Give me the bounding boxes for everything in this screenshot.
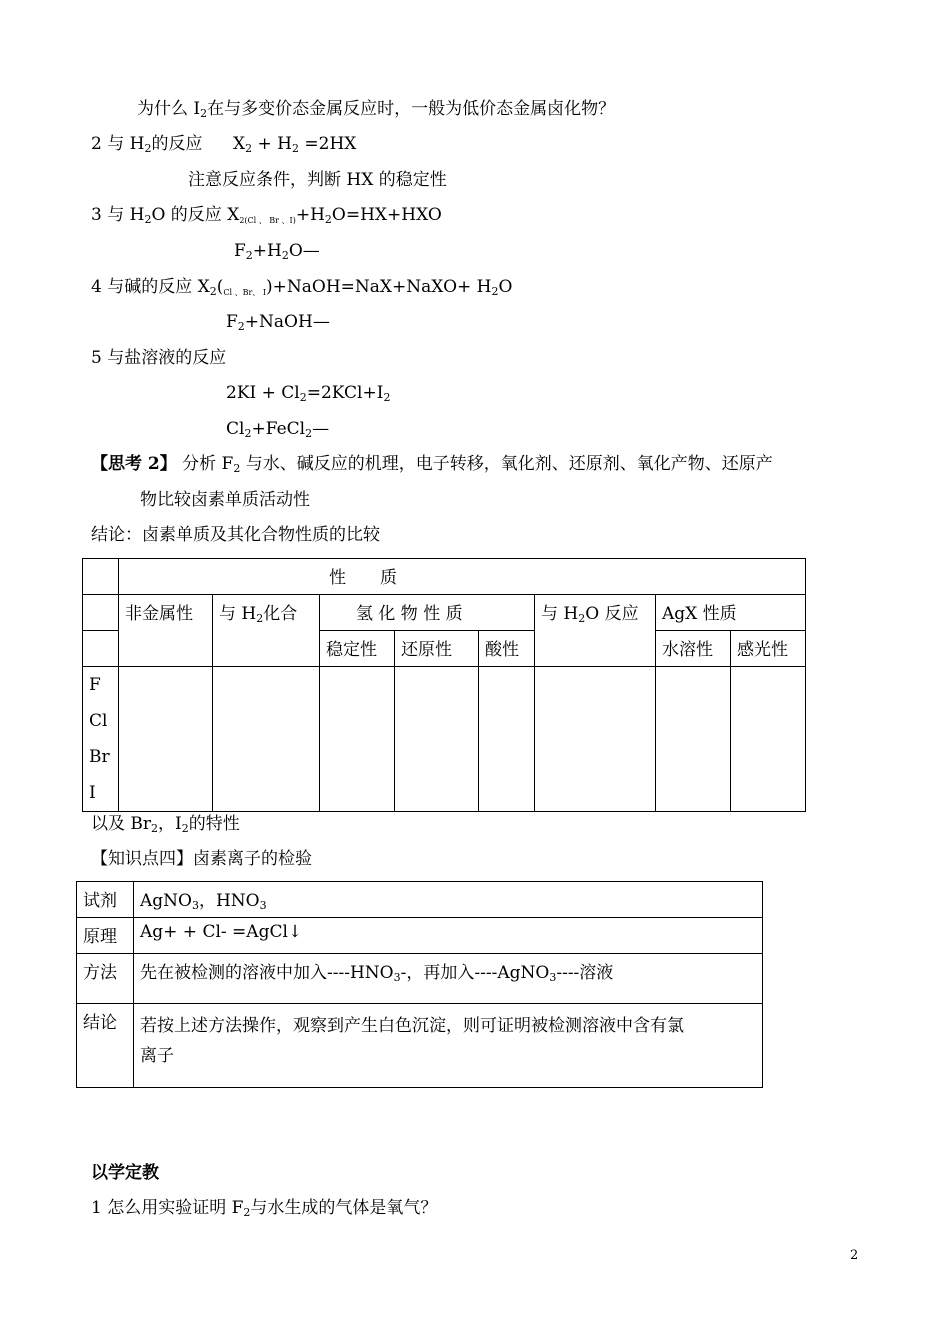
header-property: 性 质 [119, 559, 806, 595]
header-h2-combine: 与 $H_2$化合 [213, 595, 320, 667]
reaction-h2o: 3 与 $H_2O$ 的反应 $X_{2(Cl 、 Br 、I)}+H_2O=HX+HXO$ [91, 205, 442, 226]
header-nonmetal: 非金属性 [119, 595, 213, 667]
row-content-conclusion [134, 1004, 763, 1088]
halogen-properties-table [82, 558, 806, 812]
row-label-method: 方法 [77, 954, 134, 1004]
header-reducing: 还原性 [395, 631, 479, 667]
think-2-cont: 物比较卤素单质活动性 [140, 490, 310, 510]
row-content-reagent: AgNO$_3$，$HNO_3$ [134, 882, 763, 918]
element-list [83, 667, 119, 812]
reaction-f2-naoh: $F_2+NaOH—$ [226, 312, 330, 333]
br-i-characteristics: 以及 $Br_2$，$I_2$的特性 [91, 814, 240, 835]
corner-cell-3 [83, 631, 119, 667]
cell-blank [213, 667, 320, 812]
header-acidity: 酸性 [479, 631, 535, 667]
question-i2: 为什么 $I_2$在与多变价态金属反应时，一般为低价态金属卤化物？ [137, 99, 616, 120]
page-number: 2 [850, 1248, 859, 1263]
reaction-h2: 2 与 $H_2$的反应 [91, 134, 203, 155]
cell-blank [656, 667, 731, 812]
corner-cell-2 [83, 595, 119, 631]
element-cl: Cl [89, 711, 108, 731]
conclusion-heading: 结论：卤素单质及其化合物性质的比较 [91, 525, 380, 545]
header-solubility: 水溶性 [656, 631, 731, 667]
element-f: F [89, 675, 101, 695]
cell-blank [535, 667, 656, 812]
think-2: 【思考 2】 分析 $F_2$ 与水、碱反应的机理，电子转移，氧化剂、还原剂、氧化产物、还原产 [91, 454, 773, 475]
reaction-salt: 5 与盐溶液的反应 [91, 348, 227, 368]
cell-blank [479, 667, 535, 812]
teach-question-1: 1 怎么用实验证明 $F_2$与水生成的气体是氧气？ [91, 1198, 438, 1219]
reaction-ki: $2KI + Cl_2=2KCl+I_2$ [226, 383, 391, 404]
conclusion-line-2: 离子 [140, 1046, 174, 1066]
reaction-fecl2: $Cl_2+FeCl_2—$ [226, 419, 330, 440]
element-i: I [89, 783, 96, 803]
row-label-principle: 原理 [77, 918, 134, 954]
reaction-base: 4 与碱的反应 $X_2(_{Cl 、Br、 I})+NaOH=NaX+NaXO+ H_2O$ [91, 277, 513, 298]
corner-cell [83, 559, 119, 595]
conclusion-line-1: 若按上述方法操作，观察到产生白色沉淀，则可证明被检测溶液中含有氯 [140, 1016, 684, 1036]
header-h2o-react: 与 $H_2O$ 反应 [535, 595, 656, 667]
element-br: Br [89, 747, 110, 767]
reaction-h2-equation: $X_2 + H_2 =2HX$ [233, 134, 357, 155]
cell-blank [395, 667, 479, 812]
halide-test-table [76, 881, 763, 1088]
row-label-conclusion: 结论 [77, 1004, 134, 1088]
knowledge-point-4: 【知识点四】卤素离子的检验 [91, 849, 312, 869]
cell-blank [320, 667, 395, 812]
cell-blank [119, 667, 213, 812]
row-content-method: 先在被检测的溶液中加入$----HNO_3-$，再加入----AgNO$_3$----溶液 [134, 954, 763, 1004]
header-agx: AgX 性质 [656, 595, 806, 631]
header-photosensitivity: 感光性 [731, 631, 806, 667]
header-hydride: 氢 化 物 性 质 [320, 595, 535, 631]
cell-blank [731, 667, 806, 812]
row-content-principle: Ag+ + Cl- =AgCl↓ [134, 918, 763, 954]
reaction-h2-note: 注意反应条件，判断 HX 的稳定性 [188, 170, 447, 190]
reaction-f2-h2o: $F_2+H_2O—$ [234, 241, 320, 262]
header-stability: 稳定性 [320, 631, 395, 667]
row-label-reagent: 试剂 [77, 882, 134, 918]
teach-heading: 以学定教 [91, 1163, 159, 1183]
